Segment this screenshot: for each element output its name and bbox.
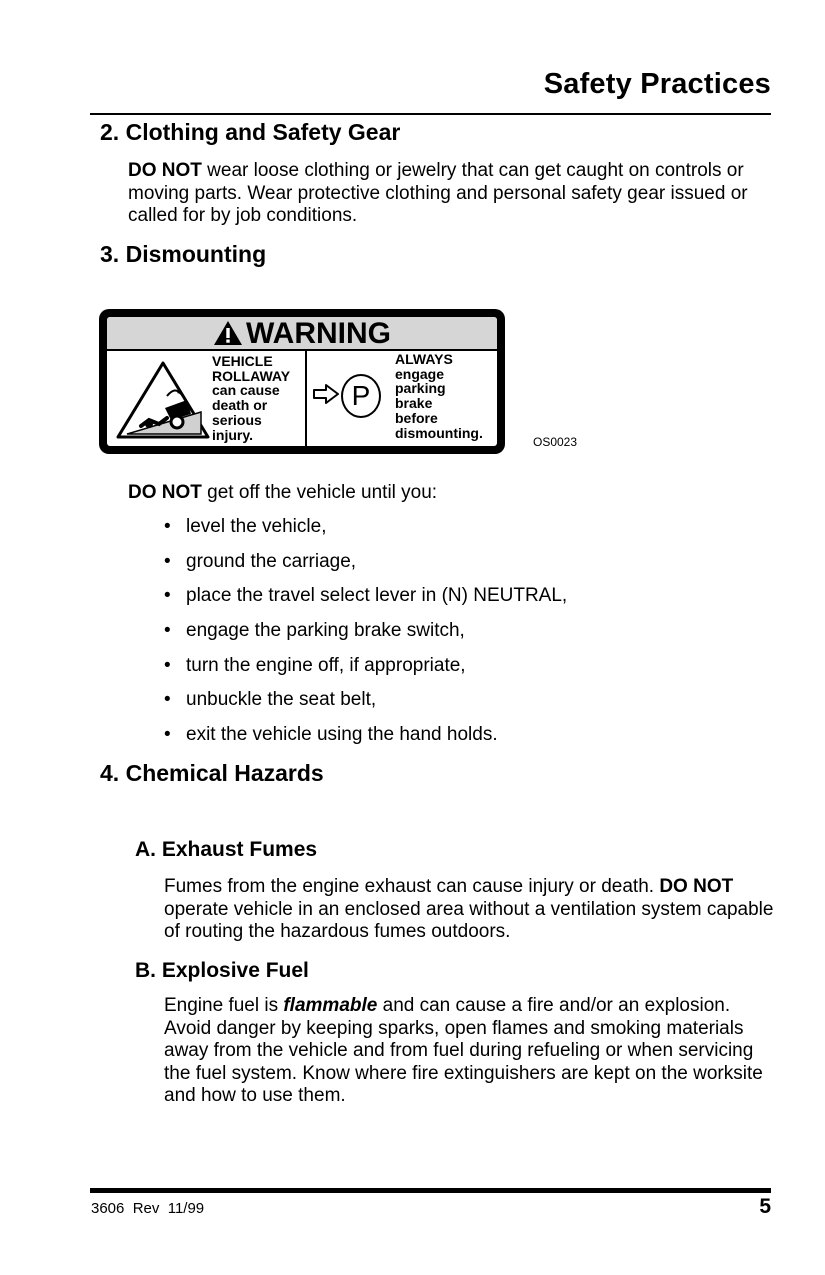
arrow-right-icon [312, 384, 340, 404]
list-item: • turn the engine off, if appropriate, [164, 655, 764, 690]
rollaway-hazard-icon [115, 360, 211, 440]
subsection-title: Exhaust Fumes [161, 838, 318, 861]
warning-decal [99, 309, 505, 454]
fuel-text-1: Engine fuel is [164, 995, 284, 1016]
dismount-steps-list [164, 516, 764, 759]
list-item: • ground the carriage, [164, 551, 764, 586]
section-title: Chemical Hazards [125, 760, 324, 786]
exhaust-text-2: operate vehicle in an enclosed area without a ventilation system capable of routing the hazardous fumes outdoors. [164, 898, 774, 942]
list-item: • unbuckle the seat belt, [164, 689, 764, 724]
list-item: • level the vehicle, [164, 516, 764, 551]
section-number: 2. [100, 119, 120, 145]
clothing-paragraph [128, 160, 778, 228]
emphasis-do-not: DO NOT [659, 876, 734, 897]
figure-code: OS0023 [533, 435, 578, 449]
decal-line: ALWAYS [395, 351, 453, 367]
exhaust-paragraph [164, 876, 774, 944]
section-4-heading [100, 760, 324, 787]
warning-title-text: WARNING [246, 317, 391, 350]
warning-triangle-icon [213, 320, 243, 346]
header-divider [90, 113, 771, 115]
list-item: • exit the vehicle using the hand holds. [164, 724, 764, 759]
decal-line: engage [395, 365, 445, 382]
emphasis-flammable: flammable [283, 995, 378, 1016]
parking-brake-icon [341, 374, 381, 418]
clothing-text: wear loose clothing or jewelry that can get caught on controls or moving parts. Wear protective clothing and personal safety gear issued or called for by job conditions. [128, 160, 748, 226]
subsection-title: Explosive Fuel [161, 959, 309, 982]
page-title: Safety Practices [543, 68, 771, 100]
list-item: • place the travel select lever in (N) NEUTRAL, [164, 585, 764, 620]
section-2-heading [100, 119, 400, 146]
decal-line: ROLLAWAY [212, 367, 291, 384]
emphasis-do-not: DO NOT [128, 482, 202, 503]
document-revision: 3606 Rev 11/99 [91, 1200, 205, 1217]
decal-divider [305, 351, 307, 446]
section-number: 3. [100, 241, 120, 267]
dismount-intro-text: get off the vehicle until you: [201, 482, 438, 503]
emphasis-do-not: DO NOT [128, 160, 202, 181]
fuel-text-2: and can cause a fire and/or an explosion. Avoid danger by keeping sparks, open flames and smoking materials away from the vehicle and from fuel during refueling or when servicing the fuel system. Know where fire extinguishers are kept on the worksite and how to use them. [164, 995, 763, 1106]
exhaust-text-1: Fumes from the engine exhaust can cause injury or death. [164, 876, 660, 897]
warning-decal-body [107, 317, 497, 446]
decal-line: injury. [212, 426, 253, 443]
warning-title [107, 319, 497, 349]
decal-line: parking [395, 380, 446, 397]
decal-line: dismounting. [395, 424, 483, 441]
page-number: 5 [759, 1195, 771, 1218]
decal-instruction-text [395, 352, 483, 440]
section-3-heading [100, 241, 266, 268]
fuel-paragraph [164, 995, 774, 1108]
decal-line: VEHICLE [212, 353, 273, 369]
decal-line: brake [395, 395, 433, 412]
subsection-letter: A. [135, 838, 156, 861]
subsection-letter: B. [135, 959, 156, 982]
subsection-b-heading [135, 959, 309, 983]
list-item: • engage the parking brake switch, [164, 620, 764, 655]
footer-divider [90, 1188, 771, 1193]
decal-hazard-text [212, 354, 290, 442]
decal-line: serious [212, 411, 262, 428]
section-title: Clothing and Safety Gear [125, 119, 401, 145]
subsection-a-heading [135, 838, 317, 862]
decal-line: can cause [212, 382, 280, 399]
parking-brake-symbol: P [351, 380, 371, 411]
decal-line: death or [212, 397, 268, 414]
section-number: 4. [100, 760, 120, 786]
decal-line: before [395, 409, 438, 426]
warning-decal-header [107, 317, 497, 351]
dismount-intro [128, 482, 437, 505]
section-title: Dismounting [125, 241, 267, 267]
